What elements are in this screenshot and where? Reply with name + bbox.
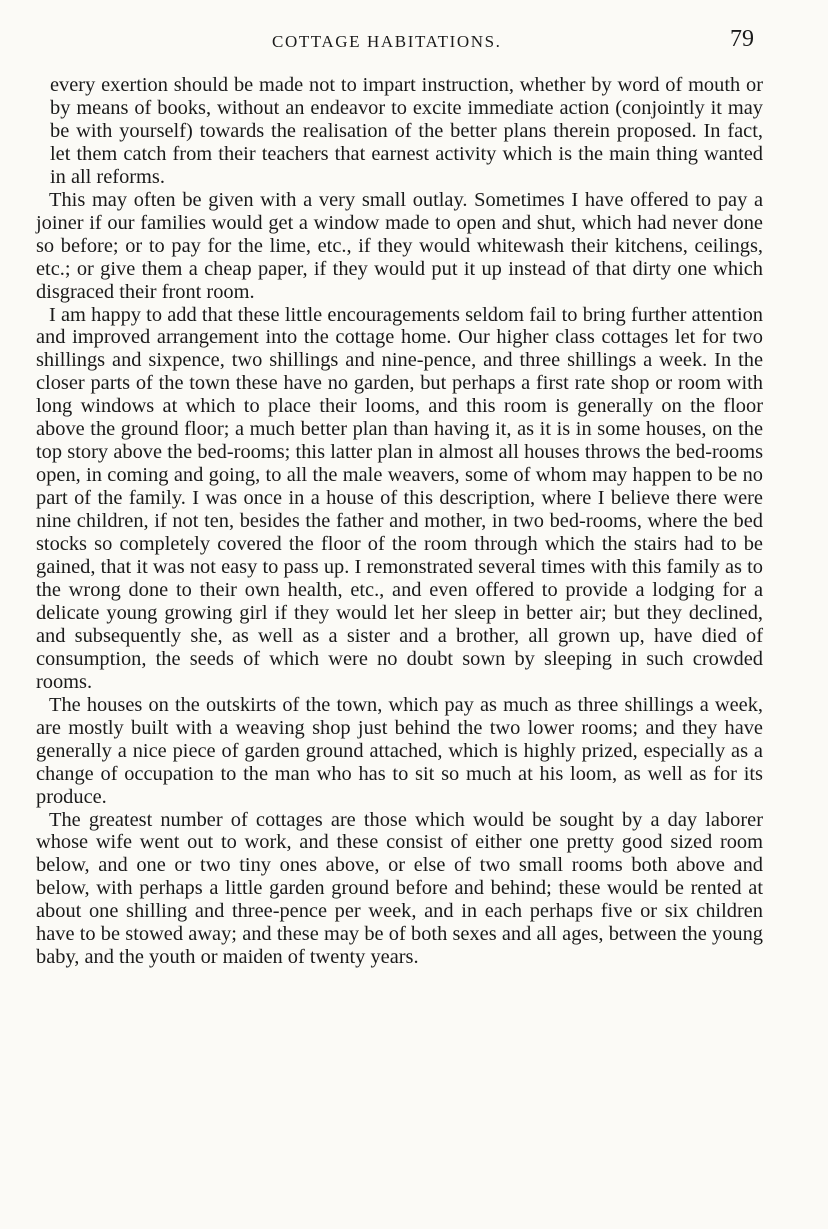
page-number: 79 — [730, 26, 754, 52]
paragraph-continued: every exertion should be made not to impart instruction, whether by word of mouth or by means of books, without an endeavor to excite immediate action (conjointly it may be with yourself) towards the realisation of the better plans therein proposed. In fact, let them catch from their teachers that earnest activity which is the main thing wanted in all reforms. — [50, 74, 763, 188]
paragraph: This may often be given with a very small outlay. Sometimes I have offered to pay a joiner if our families would get a window made to open and shut, which had never done so before; or to pay for the lime, etc., if they would whitewash their kitchens, ceilings, etc.; or give them a cheap paper, if they would put it up instead of that dirty one which disgraced their front room. — [36, 188, 763, 303]
paragraph: I am happy to add that these little encouragements seldom fail to bring further attention and improved arrangement into the cottage home. Our higher class cottages let for two shillings and sixpence, two shillings and nine-pence, and three shillings a week. In the closer parts of the town these have no garden, but perhaps a first rate shop or room with long windows at which to place their looms, and this room is generally on the floor above the ground floor; a much better plan than having it, as it is in some houses, on the top story above the bed-rooms; this latter plan in almost all houses throws the bed-rooms open, in coming and going, to all the male weavers, some of whom may happen to be no part of the family. I was once in a house of this description, where I believe there were nine children, if not ten, besides the father and mother, in two bed-rooms, where the bed stocks so completely covered the floor of the room through which the stairs had to be gained, that it was not easy to pass up. I remonstrated several times with this family as to the wrong done to their own health, etc., and even offered to provide a lodging for a delicate young growing girl if they would let her sleep in better air; but they declined, and subsequently she, as well as a sister and a brother, all grown up, have died of consumption, the seeds of which were no doubt sown by sleeping in such crowded rooms. — [36, 303, 763, 693]
running-head: COTTAGE HABITATIONS. — [272, 32, 502, 51]
body-text — [36, 74, 763, 969]
paragraph: The greatest number of cottages are those which would be sought by a day laborer whose wife went out to work, and these consist of either one pretty good sized room below, and one or two tiny ones above, or else of two small rooms both above and below, with perhaps a little garden ground before and behind; these would be rented at about one shilling and three-pence per week, and in each perhaps five or six children have to be stowed away; and these may be of both sexes and all ages, between the young baby, and the youth or maiden of twenty years. — [36, 808, 763, 969]
page-header — [0, 22, 828, 62]
paragraph: The houses on the outskirts of the town, which pay as much as three shillings a week, are mostly built with a weaving shop just behind the two lower rooms; and they have generally a nice piece of garden ground attached, which is highly prized, especially as a change of occupation to the man who has to sit so much at his loom, as well as for its produce. — [36, 693, 763, 808]
